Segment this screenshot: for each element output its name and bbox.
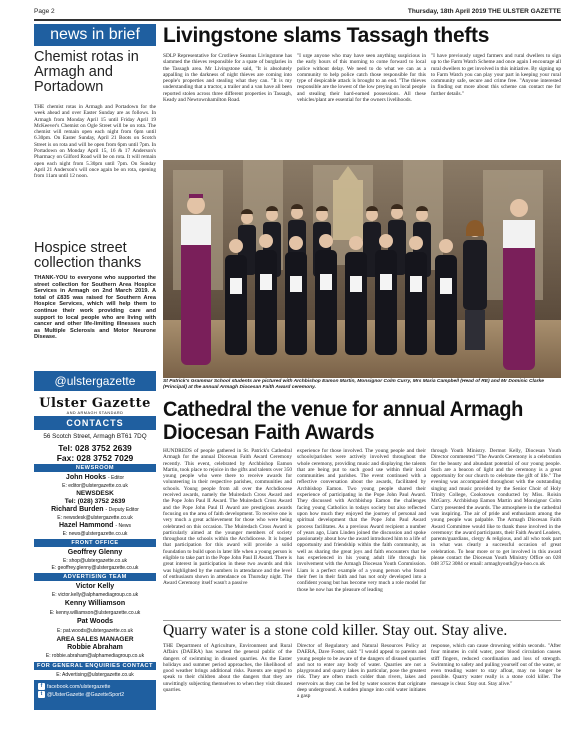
- cathedral-col-2: experience for those involved. The young people and their schools/parishes were actively involved throughout the whole ceremony, providing music and displaying the talents that are being put to such good use within their local communities and parishes. The event continued with a reflective conversation about the awards, facilitated by Archbishop Eamon. Two young people shared their experience of participating in the Pope John Paul Award. They discussed with Archbishop Eamon the challenges facing young Catholics in todays society but also reflected upon how much they enjoyed the journey of personal and spiritual development that the Pope John Paul Award process facilitates. As a previous Award recipient a number of years ago, Liam Linden joined the discussion and spoke passionately about how the award introduced him to a life of opportunity and friendship within the faith community, as well as sharing the great joys and faith encounters that he has experienced in his young adult life through his involvement with the Armagh Diocesan Youth Commission. Liam is a perfect example of a young person who found their feet in their faith and has not only developed into a confident young but has become very much a role model for those he now has the pleasure of leading: [297, 448, 426, 593]
- contact-kenny-email[interactable]: E: kenny.williamson@ulstergazette.co.uk: [49, 610, 141, 616]
- newsroom-banner: NEWSROOM: [34, 464, 156, 472]
- livingstone-headline: Livingstone slams Tassagh thefts: [163, 24, 490, 47]
- contact-john-role: - Editor: [107, 475, 125, 481]
- cathedral-col-1: HUNDREDS of people gathered in St. Patrick's Cathedral Armagh for the annual Diocesan Faith Award Ceremony recently. This event, celebrated by Archbishop Eamon Martin, took place to rejoice in the gifts and talents over 350 young people who were there to receive awards for volunteering in their respective parishes, communities and schools. Young people from all over the Archdiocese received awards, namely the Muiredach Cross Award and the Pope John Paul II Award. The Muiredach Cross Award and the Pope John Paul II Award are prestigious awards focusing on the area of faith development. To receive one is very much a great achievement for those who were being celebrated on this occasion. The Muiredach Cross Award is particularly aimed at the younger members of society throughout the schools within the Archdiocese. It is hoped that participation for this award will provide a solid foundation to build upon in later life when a young person is eligible to take part in the Pope John Paul II Award. There is great interest in participation in these two awards and this was highlighted by the numbers in attendance and the level of enthusiasm shown in attendance on Thursday night. The Award Ceremony itself wasn't a passive: [163, 448, 292, 587]
- contact-john-hooks: John Hooks: [65, 474, 106, 481]
- contact-robbie-email[interactable]: E: robbie.abraham@alphamediagroup.co.uk: [45, 653, 145, 659]
- contact-hazel-email[interactable]: E: news@ulstergazette.co.uk: [62, 531, 128, 537]
- masthead-logo: Ulster Gazette: [39, 396, 151, 411]
- contact-pat-woods: Pat Woods: [76, 618, 114, 625]
- contact-geoffrey-email-2[interactable]: E: geoffrey.glenny@ulstergazette.co.uk: [51, 565, 139, 571]
- contact-richard-email[interactable]: E: newsdesk@ulstergazette.co.uk: [57, 515, 133, 521]
- issue-date: Thursday, 18th April 2019 THE ULSTER GAZETTE: [407, 8, 561, 15]
- address: 56 Scotch Street, Armagh BT61 7DQ: [43, 433, 147, 440]
- quarry-headline: Quarry water is a stone cold killer. Stay out. Stay alive.: [163, 622, 508, 639]
- cathedral-headline: Cathedral the venue for annual Armagh Diocesan Faith Awards: [163, 397, 523, 444]
- masthead-subtitle: AND ARMAGH STANDARD: [66, 411, 124, 415]
- twitter-handles[interactable]: @UlsterGazette @GazetteSport2: [47, 692, 125, 698]
- twitter-banner[interactable]: @ulstergazette: [34, 371, 156, 391]
- cathedral-col-3: through Youth Ministry. Dermot Kelly, Diocesan Youth Director commented "The Awards Ceremony is a celebration for the beauty and abundant potential of our young people. Such are a beacon of light and the ceremony is a great opportunity for our church to celebrate the gift of life." The evening was accompanied throughout with the outstanding singing and music provided by the Senior Choir of Holy Trinity College, Cookstown conducted by Miss. Roisin McGarry. Archbishop Eamon Martin and Monsignor Colm Curry presented the awards. The atmosphere in the cathedral was inspiring. The air of pride and enthusiasm among the young people was palpable. The Armagh Diocesan Faith Award Committee would like to thank those involved in the ceremony: the award participants, their Faith Award Leaders, parents/guardians, clergy & religious, and all who took part in what was clearly a successful occasion of great celebration. To hear more or to get involved in this award please contact the Diocesan Youth Ministry Office on 028 048 3752 3084 or email: armaghyouth@ya-hoo.co.uk: [431, 448, 561, 568]
- facebook-link[interactable]: facebook.com/ulstergazette: [47, 684, 111, 690]
- chemist-rotas-headline: Chemist rotas in Armagh and Portadown: [34, 49, 139, 95]
- chemist-rotas-body: THE chemist rotas in Armagh and Portadown for the week ahead and over Easter Sunday are as follows. In Armagh from Monday April 15 until Friday April 19 McKeever's Chemist on Ogle Street will be on rota. The chemist will remain open each night from 6pm until 6.30pm. On Easter Sunday, April 21 Boots on Scotch Street is on rota and will be open from 6pm until 7pm. In Portadown on Monday April 15, 16 & 17 Anderson's Pharmacy on Gilford Road will be on rota. It will remain open each night from 5.30pm until 7pm. On Sunday April 21 Anderson's will once again be on rota, opening from 11am until 12 noon.: [34, 104, 156, 180]
- contact-hazel-hammond: Hazel Hammond: [59, 522, 114, 529]
- contact-victor-email[interactable]: E: victor.kelly@alphamediagroup.co.uk: [51, 592, 139, 598]
- livingstone-col-2: "I urge anyone who may have seen anything suspicious in the early hours of this morning to come forward to local police without delay. We need to do what we can as a community to help police catch those responsible for this type of despicable attack is brought to an end. "The thieves responsible are the lowest of the low preying on local people and stealing their hard-earned possessions. All these vehicles/plant are essential for the owners livelihoods.: [297, 53, 426, 104]
- contact-richard-burden: Richard Burden: [51, 506, 104, 513]
- contact-pat-email[interactable]: E: pat.woods@ulstergazette.co.uk: [57, 628, 133, 634]
- contact-john-email[interactable]: E: editor@ulstergazette.co.uk: [62, 483, 128, 489]
- contact-richard-role: - Deputy Editor: [105, 507, 139, 513]
- general-enquiries-banner: FOR GENERAL ENQUIRIES CONTACT: [34, 662, 156, 670]
- front-office-banner: FRONT OFFICE: [34, 539, 156, 547]
- contact-geoffrey-glenny: Geoffrey Glenny: [67, 549, 123, 556]
- advertising-team-banner: ADVERTISING TEAM: [34, 573, 156, 581]
- photo-caption: St Patrick's Grammar School students are pictured with Archbishop Eamon Martin, Monsignor Colm Curry, Mrs Maria Campbell (Head of RE) and Mr Dominic Clarke (Principal) at the annual Armagh Diocesan Faith Award ceremony.: [163, 379, 544, 390]
- social-links: [34, 680, 156, 710]
- general-enquiries-email[interactable]: E: Advertising@ulstergazette.co.uk: [56, 672, 134, 678]
- newsdesk-label: NEWSDESK: [76, 490, 114, 497]
- contact-kenny-williamson: Kenny Williamson: [64, 600, 126, 607]
- sidebar: [34, 24, 156, 734]
- quarry-col-2: Director of Regulatory and Natural Resources Policy at DAERA, Dave Foster, said: "I would appeal to parents and young people to be aware of the dangers of disused quarries and not to enter any body of water. Quarries are not a playground and quarry lakes in particular, pose the greatest risk. They are often much colder than rivers, lakes and reservoirs as they can be fed by water sources that originate deep underground. A sudden plunge into cold water initiates a gasp: [297, 643, 426, 700]
- telephone: Tel: 028 3752 2639: [58, 443, 132, 453]
- livingstone-col-3: "I have previously urged farmers and rural dwellers to sign up to the Farm Watch Scheme and once again I encourage all rural dwellers to get involved in this initiative. By signing up to Farm Watch you can play your part in keeping your rural community safe, secure and crime free. "Anyone interested in finding out more about this scheme can contact me for further details.": [431, 53, 561, 97]
- group-photo-illustration: [163, 160, 561, 378]
- group-photo: [163, 160, 561, 378]
- facebook-icon: f: [38, 683, 45, 690]
- twitter-icon: t: [38, 691, 45, 698]
- quarry-rule: [163, 620, 561, 621]
- quarry-col-3: response, which can cause drowning within seconds. "After four minutes in cold water, poor blood circulation causes stiff fingers, reduced coordination and loss of strength. Swimming to safety and pulling yourself out of the water, or even treading water to stay afloat, may no longer be possible. Quarry water really is a stone cold killer. The message is clear. Stay out. Stay alive.": [431, 643, 561, 687]
- fax: Fax: 028 3752 7029: [56, 453, 134, 463]
- newsdesk-telephone: Tel: (028) 3752 2639: [64, 498, 126, 505]
- hospice-headline: Hospice street collection thanks: [34, 240, 142, 271]
- page-number: Page 2: [34, 8, 55, 15]
- area-sales-label: AREA SALES MANAGER: [56, 636, 134, 643]
- quarry-col-1: THE Department of Agriculture, Environment and Rural Affairs (DAERA) has warned the general public of the dangers of swimming in disused quarries. As the Easter holidays and summer period approaches, the likelihood of good weather brings additional risks. Parents are urged to speak to their children about the dangers that they are unwittingly subjecting themselves to when they visit disused quarries.: [163, 643, 292, 694]
- contacts-banner: CONTACTS: [34, 416, 156, 430]
- livingstone-col-1: SDLP Representative for Crotlieve Seamus Livingstone has slammed the thieves responsible for a spate of burglaries in the Tassagh area. Mr Livingstone said, "It is absolutely appalling in the darkness of night thieves are coming into people's properties and stealing what they can. "It is my understanding that a tractor, a trailer and a van have all been reported stolen across three different properties in Tassagh, Keady and Newtownhamilton Road.: [163, 53, 292, 104]
- contact-hazel-role: - News: [115, 523, 131, 529]
- contact-victor-kelly: Victor Kelly: [75, 583, 115, 590]
- contact-robbie-abraham: Robbie Abraham: [67, 644, 123, 651]
- header-rule: [34, 19, 561, 21]
- contact-geoffrey-email-1[interactable]: E: shop@ulstergazette.co.uk: [63, 558, 127, 564]
- hospice-body: THANK-YOU to everyone who supported the street collection for Southern Area Hospice Services in Armagh on 2nd March 2019. A total of £835 was raised for Southern Area Hospice Services, which will help them to continue their work providing care and support to local people who are living with cancer and other life-limiting illnesses such as Multiple Sclerosis and Motor Neurone Disease.: [34, 275, 156, 341]
- news-in-brief-banner: news in brief: [34, 24, 156, 46]
- page-header: [34, 8, 561, 18]
